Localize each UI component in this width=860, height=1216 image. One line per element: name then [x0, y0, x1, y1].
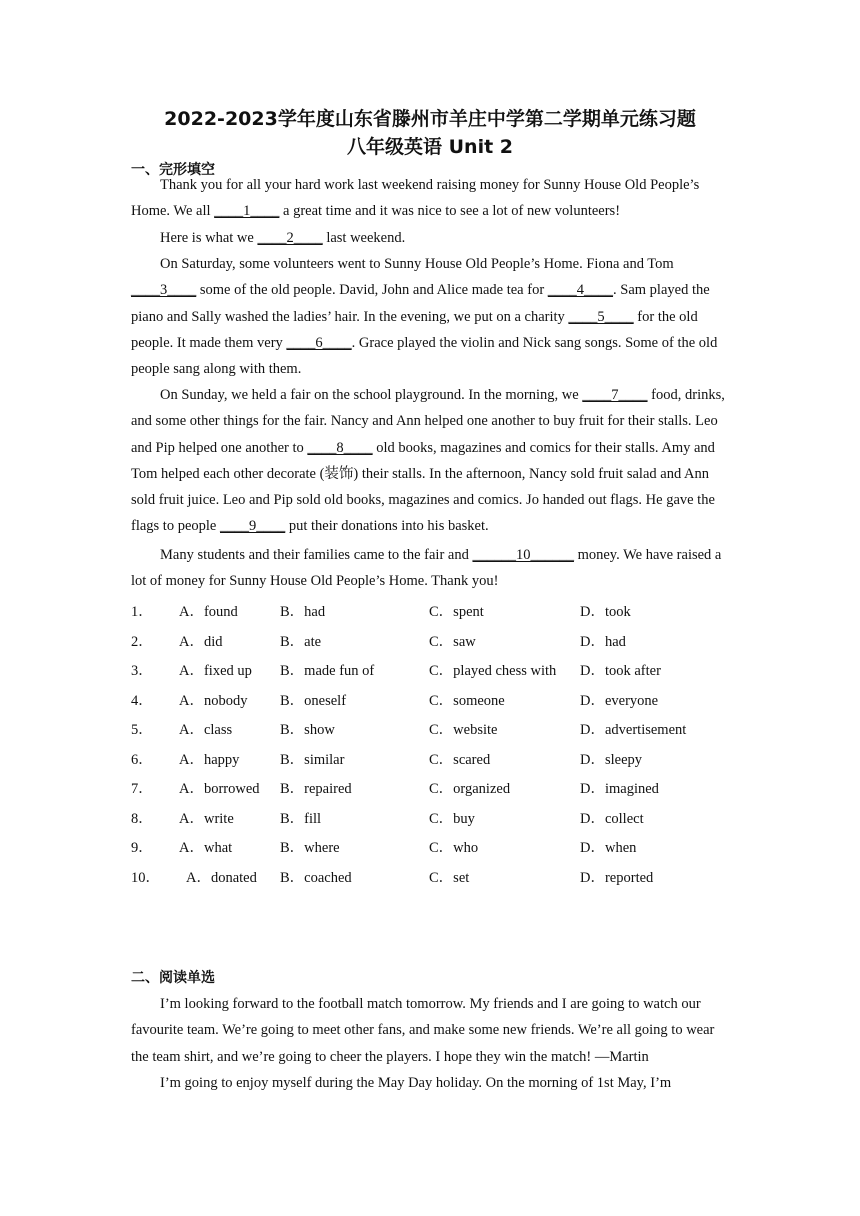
blank-2: ____2____: [257, 230, 323, 246]
option-a: A．found: [179, 604, 238, 620]
option-b: B．coached: [280, 869, 352, 886]
reading-paragraph-martin: I’m looking forward to the football match tomorrow. My friends and I are going to watch our favourite team. We’re going to meet other fans, and make some new friends. We’re all going to wear the team shirt, and we’re going to cheer the players. I hope they win the match! —Martin: [131, 996, 715, 1065]
question-number: 5．: [131, 722, 153, 739]
document-title: 2022-2023学年度山东省滕州市羊庄中学第二学期单元练习题: [164, 108, 696, 130]
blank-9: ____9____: [220, 518, 286, 535]
option-b: B．similar: [280, 751, 345, 768]
option-a: A．class: [179, 722, 233, 739]
question-options-6: [131, 744, 771, 774]
option-b: B．ate: [280, 633, 322, 650]
option-a: A．fixed up: [179, 663, 252, 680]
option-a: A．donated: [186, 869, 257, 886]
option-c: C．buy: [429, 810, 475, 827]
blank-7: ____7____: [582, 387, 648, 403]
reading-paragraph-2: I’m going to enjoy myself during the May Day holiday. On the morning of 1st May, I’m: [160, 1075, 672, 1091]
question-number: 1．: [131, 604, 153, 620]
option-a: A．write: [179, 810, 234, 827]
question-options-1: [131, 596, 771, 626]
option-d: D．imagined: [580, 781, 659, 798]
question-options-7: [131, 773, 771, 803]
blank-6: ____6____: [286, 334, 352, 351]
cloze-paragraph-2: Here is what we ____2____ last weekend.: [160, 230, 406, 246]
option-d: D．sleepy: [580, 751, 643, 768]
option-c: C．spent: [429, 604, 484, 620]
option-c: C．who: [429, 840, 479, 857]
options-list: [131, 596, 771, 891]
option-b: B．had: [280, 604, 326, 620]
option-d: D．took after: [580, 663, 661, 680]
option-a: A．happy: [179, 751, 240, 768]
option-b: B．show: [280, 722, 335, 739]
blank-3: ____3____: [131, 282, 197, 299]
document-subtitle: 八年级英语 Unit 2: [347, 136, 513, 158]
option-c: C．someone: [429, 692, 505, 709]
option-d: D．reported: [580, 869, 654, 886]
option-d: D．when: [580, 840, 637, 857]
question-number: 8．: [131, 810, 153, 827]
option-a: A．nobody: [179, 692, 248, 709]
question-options-4: [131, 685, 771, 715]
section-heading-cloze: 一、完形填空: [131, 162, 215, 178]
option-c: C．played chess with: [429, 663, 557, 680]
blank-4: ____4____: [547, 282, 614, 299]
option-d: D．collect: [580, 810, 644, 827]
option-d: D．everyone: [580, 692, 659, 709]
question-number: 4．: [131, 692, 153, 709]
question-number: 3．: [131, 663, 153, 680]
option-a: A．borrowed: [179, 781, 260, 798]
option-a: A．what: [179, 840, 233, 857]
option-c: C．organized: [429, 781, 511, 798]
option-d: D．had: [580, 633, 626, 650]
option-b: B．fill: [280, 810, 322, 827]
question-number: 7．: [131, 781, 153, 798]
option-b: B．oneself: [280, 692, 347, 709]
option-c: C．saw: [429, 633, 476, 650]
question-options-3: [131, 655, 771, 685]
question-options-8: [131, 803, 771, 833]
blank-1: ____1____: [214, 203, 280, 220]
option-d: D．took: [580, 604, 631, 620]
option-b: B．where: [280, 840, 340, 857]
question-options-2: [131, 626, 771, 656]
question-number: 6．: [131, 751, 153, 768]
question-options-10: [131, 862, 771, 892]
question-number: 9．: [131, 840, 153, 857]
question-number: 2．: [131, 633, 153, 650]
question-number: 10．: [131, 869, 160, 886]
cloze-paragraph-1: Thank you for all your hard work last weekend raising money for Sunny House Old People’s Home. We all ____1____ a great time and it was nice to see a lot of new volunteers!: [131, 177, 700, 220]
cloze-paragraph-4: On Sunday, we held a fair on the school playground. In the morning, we ____7____ food, drinks, and some other things for the fair. Nancy and Ann helped one another to buy fruit for their stalls. Leo and Pip helped one another to ____8____ old books, magazines and comics for their stalls. Amy and Tom helped each other decorate (装饰) their stalls. In the afternoon, Nancy sold fruit salad and Ann sold fruit juice. Leo and Pip sold old books, magazines and comics. Jo handed out flags. He gave the flags to people ____9____ put their donations into his basket.: [131, 387, 725, 535]
option-b: B．repaired: [280, 781, 352, 798]
question-options-5: [131, 714, 771, 744]
cloze-paragraph-5: Many students and their families came to the fair and ______10______ money. We have raised a lot of money for Sunny House Old People’s Home. Thank you!: [131, 547, 722, 590]
option-b: B．made fun of: [280, 663, 375, 680]
option-c: C．scared: [429, 751, 491, 768]
blank-5: ____5____: [568, 308, 634, 325]
option-c: C．set: [429, 869, 470, 886]
option-a: A．did: [179, 633, 223, 650]
section-heading-reading: 二、阅读单选: [131, 970, 215, 986]
option-c: C．website: [429, 722, 498, 739]
cloze-paragraph-3: On Saturday, some volunteers went to Sunny House Old People’s Home. Fiona and Tom ____3____ some of the old people. David, John and Alice made tea for ____4____. Sam played the piano and Sally washed the ladies’ hair. In the evening, we put on a charity ____5____ for the old people. It made them very ____6____. Grace played the violin and Nick sang songs. Some of the old people sang along with them.: [131, 256, 718, 378]
option-d: D．advertisement: [580, 722, 687, 739]
blank-10: ______10______: [472, 547, 574, 563]
question-options-9: [131, 832, 771, 862]
blank-8: ____8____: [307, 439, 373, 456]
